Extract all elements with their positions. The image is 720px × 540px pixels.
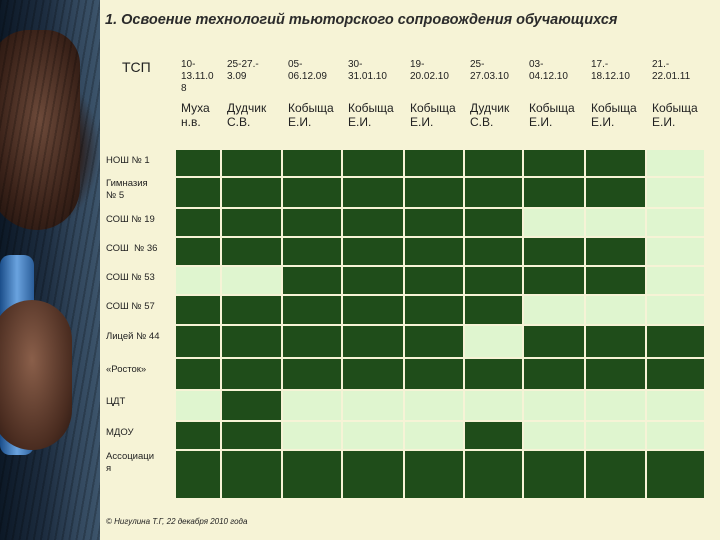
session-cell-filled [405, 451, 463, 498]
session-cell-empty [586, 209, 645, 236]
session-cell-filled [586, 238, 645, 265]
session-cell-filled [176, 422, 220, 449]
session-cell-filled [405, 267, 463, 294]
session-cell-empty [586, 422, 645, 449]
column-date: 05- 06.12.09 [288, 59, 327, 82]
session-cell-filled [405, 238, 463, 265]
session-cell-empty [343, 422, 403, 449]
session-cell-filled [283, 359, 341, 389]
session-cell-filled [176, 326, 220, 357]
session-cell-empty [524, 209, 584, 236]
session-cell-filled [222, 451, 281, 498]
slide-title: 1. Освоение технологий тьюторского сопровождения обучающихся [105, 12, 618, 28]
session-cell-empty [647, 391, 704, 420]
session-cell-filled [524, 267, 584, 294]
session-cell-empty [647, 296, 704, 324]
session-cell-filled [405, 296, 463, 324]
session-cell-filled [222, 296, 281, 324]
session-cell-filled [405, 150, 463, 176]
session-cell-filled [465, 296, 522, 324]
session-cell-filled [465, 359, 522, 389]
session-cell-filled [176, 178, 220, 207]
session-cell-filled [343, 451, 403, 498]
session-cell-empty [283, 391, 341, 420]
column-tutor: Муха н.в. [181, 101, 210, 129]
column-tutor: Кобыща Е.И. [410, 101, 456, 129]
column-date: 25-27.- 3.09 [227, 59, 259, 82]
footer-copyright: © Нигулина Т.Г, 22 декабря 2010 года [106, 517, 248, 526]
session-cell-filled [586, 359, 645, 389]
session-cell-filled [222, 150, 281, 176]
session-cell-empty [647, 150, 704, 176]
session-cell-empty [647, 267, 704, 294]
session-cell-filled [465, 209, 522, 236]
column-date: 19- 20.02.10 [410, 59, 449, 82]
session-cell-empty [176, 391, 220, 420]
row-label: СОШ № 19 [106, 214, 155, 225]
session-cell-filled [647, 326, 704, 357]
session-cell-empty [465, 391, 522, 420]
session-cell-filled [465, 150, 522, 176]
session-cell-filled [176, 150, 220, 176]
session-cell-filled [586, 150, 645, 176]
session-cell-filled [283, 267, 341, 294]
session-cell-filled [283, 296, 341, 324]
row-label: СОШ № 36 [106, 243, 158, 254]
session-cell-empty [405, 422, 463, 449]
session-cell-filled [176, 296, 220, 324]
session-cell-filled [465, 451, 522, 498]
session-cell-empty [647, 238, 704, 265]
session-cell-filled [586, 326, 645, 357]
session-cell-filled [343, 238, 403, 265]
session-cell-filled [222, 422, 281, 449]
session-cell-filled [586, 267, 645, 294]
session-cell-filled [586, 178, 645, 207]
column-tutor: Дудчик С.В. [227, 101, 267, 129]
session-cell-filled [465, 238, 522, 265]
session-cell-empty [405, 391, 463, 420]
session-cell-filled [465, 267, 522, 294]
column-tutor: Кобыща Е.И. [348, 101, 394, 129]
row-label: СОШ № 57 [106, 301, 155, 312]
row-label: НОШ № 1 [106, 155, 150, 166]
session-cell-filled [283, 150, 341, 176]
session-cell-empty [586, 391, 645, 420]
session-cell-empty [647, 422, 704, 449]
session-cell-filled [524, 238, 584, 265]
session-cell-empty [524, 296, 584, 324]
session-cell-filled [647, 451, 704, 498]
column-tutor: Дудчик С.В. [470, 101, 510, 129]
session-cell-filled [176, 359, 220, 389]
column-tutor: Кобыща Е.И. [529, 101, 575, 129]
session-cell-filled [343, 326, 403, 357]
session-cell-filled [465, 422, 522, 449]
row-label: Гимназия № 5 [106, 178, 148, 201]
session-cell-filled [524, 178, 584, 207]
row-label: Ассоциаци я [106, 451, 155, 474]
session-cell-filled [405, 359, 463, 389]
session-cell-filled [343, 296, 403, 324]
session-cell-empty [465, 326, 522, 357]
session-cell-empty [524, 391, 584, 420]
column-date: 30- 31.01.10 [348, 59, 387, 82]
session-cell-filled [465, 178, 522, 207]
row-label: ЦДТ [106, 396, 126, 407]
session-cell-filled [405, 209, 463, 236]
session-cell-empty [343, 391, 403, 420]
session-cell-filled [405, 326, 463, 357]
session-cell-filled [176, 451, 220, 498]
column-date: 17.- 18.12.10 [591, 59, 630, 82]
session-cell-filled [222, 178, 281, 207]
row-label: «Росток» [106, 364, 147, 375]
column-date: 21.- 22.01.11 [652, 59, 691, 82]
session-cell-empty [647, 209, 704, 236]
session-cell-empty [283, 422, 341, 449]
session-cell-empty [586, 296, 645, 324]
background-photo [0, 0, 100, 540]
session-cell-filled [283, 178, 341, 207]
session-cell-filled [283, 209, 341, 236]
session-cell-empty [176, 267, 220, 294]
session-cell-filled [222, 238, 281, 265]
session-cell-filled [524, 451, 584, 498]
session-cell-filled [524, 150, 584, 176]
session-cell-filled [586, 451, 645, 498]
row-label: МДОУ [106, 427, 134, 438]
session-cell-filled [222, 326, 281, 357]
session-cell-empty [647, 178, 704, 207]
column-tutor: Кобыща Е.И. [652, 101, 698, 129]
session-cell-filled [647, 359, 704, 389]
session-cell-filled [222, 209, 281, 236]
corner-label: ТСП [122, 59, 151, 75]
session-cell-filled [343, 209, 403, 236]
session-cell-filled [343, 178, 403, 207]
session-cell-filled [176, 209, 220, 236]
session-cell-filled [524, 326, 584, 357]
session-cell-empty [524, 422, 584, 449]
session-cell-filled [283, 238, 341, 265]
row-label: СОШ № 53 [106, 272, 155, 283]
session-cell-filled [176, 238, 220, 265]
session-cell-filled [222, 391, 281, 420]
session-cell-filled [524, 359, 584, 389]
session-cell-filled [343, 359, 403, 389]
session-cell-filled [343, 150, 403, 176]
column-date: 25- 27.03.10 [470, 59, 509, 82]
row-label: Лицей № 44 [106, 331, 160, 342]
session-cell-filled [283, 326, 341, 357]
column-date: 10- 13.11.0 8 [181, 59, 214, 94]
session-cell-filled [343, 267, 403, 294]
hand-image [0, 300, 72, 450]
column-tutor: Кобыща Е.И. [591, 101, 637, 129]
column-tutor: Кобыща Е.И. [288, 101, 334, 129]
column-date: 03- 04.12.10 [529, 59, 568, 82]
session-cell-filled [222, 359, 281, 389]
session-cell-filled [405, 178, 463, 207]
session-cell-filled [283, 451, 341, 498]
session-cell-empty [222, 267, 281, 294]
